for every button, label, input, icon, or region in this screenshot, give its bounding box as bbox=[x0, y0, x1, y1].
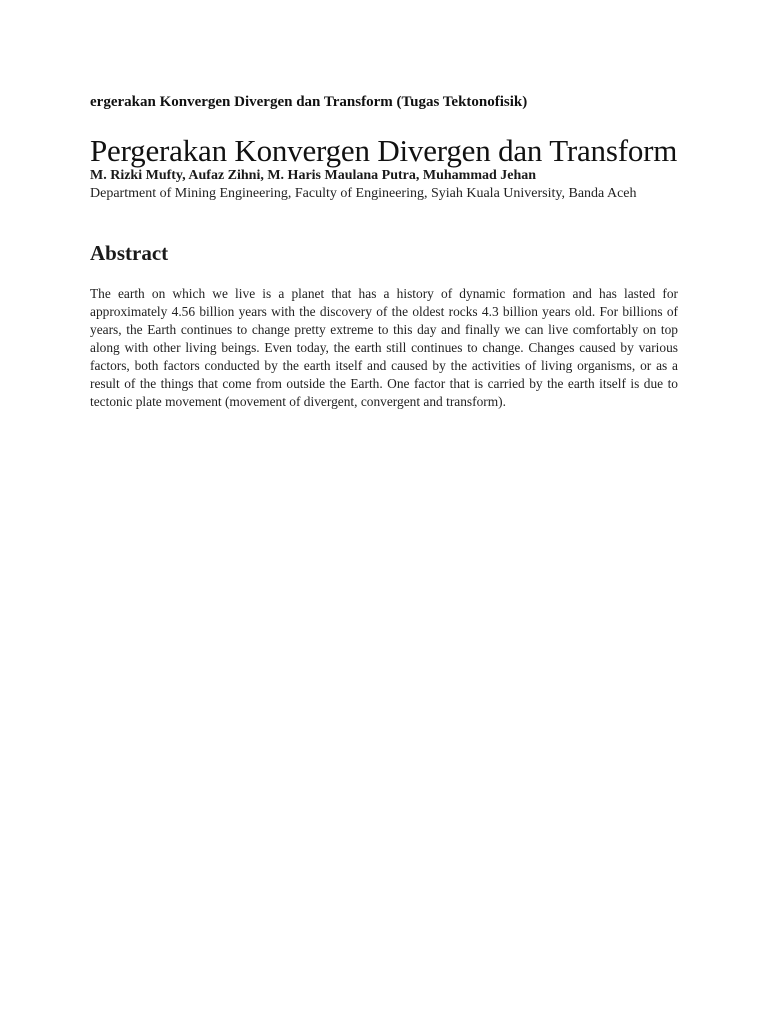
abstract-paragraph: The earth on which we live is a planet that has a history of dynamic formation and has lasted for approximately 4.56 billion years with the discovery of the oldest rocks 4.3 billion years old. For billions of years, the Earth continues to change pretty extreme to this day and finally we can live comfortably on top along with other living beings. Even today, the earth still continues to change. Changes caused by various factors, both factors conducted by the earth itself and caused by the activities of living organisms, or as a result of the things that come from outside the Earth. One factor that is carried by the earth itself is due to tectonic plate movement (movement of divergent, convergent and transform). bbox=[90, 286, 678, 409]
author-affiliation: Department of Mining Engineering, Faculty of Engineering, Syiah Kuala University, Banda Aceh bbox=[90, 186, 637, 201]
document-header-line: ergerakan Konvergen Divergen dan Transform (Tugas Tektonofisik) bbox=[90, 94, 528, 110]
author-list: M. Rizki Mufty, Aufaz Zihni, M. Haris Maulana Putra, Muhammad Jehan bbox=[90, 168, 537, 183]
abstract-heading: Abstract bbox=[90, 241, 169, 265]
paper-title: Pergerakan Konvergen Divergen dan Transform bbox=[90, 133, 678, 168]
